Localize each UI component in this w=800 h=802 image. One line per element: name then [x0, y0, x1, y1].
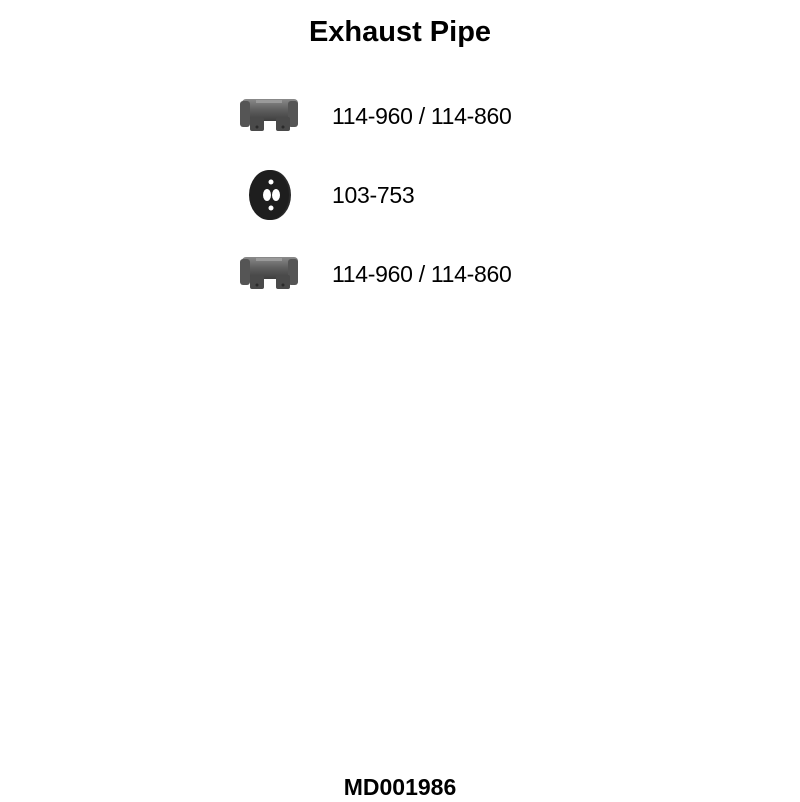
rubber-hanger-icon: [238, 90, 300, 142]
rubber-hanger-icon: [238, 248, 300, 300]
parts-list: [238, 90, 658, 327]
list-item: [238, 248, 658, 300]
page-title: Exhaust Pipe: [308, 16, 492, 48]
part-code: 114-960 / 114-860: [332, 103, 512, 129]
rubber-ring-hanger-icon: [238, 169, 300, 221]
list-item: [238, 169, 658, 221]
part-code: 114-960 / 114-860: [332, 261, 512, 287]
footer-code: MD001986: [343, 774, 457, 800]
list-item: [238, 90, 658, 142]
part-code: 103-753: [332, 182, 415, 208]
